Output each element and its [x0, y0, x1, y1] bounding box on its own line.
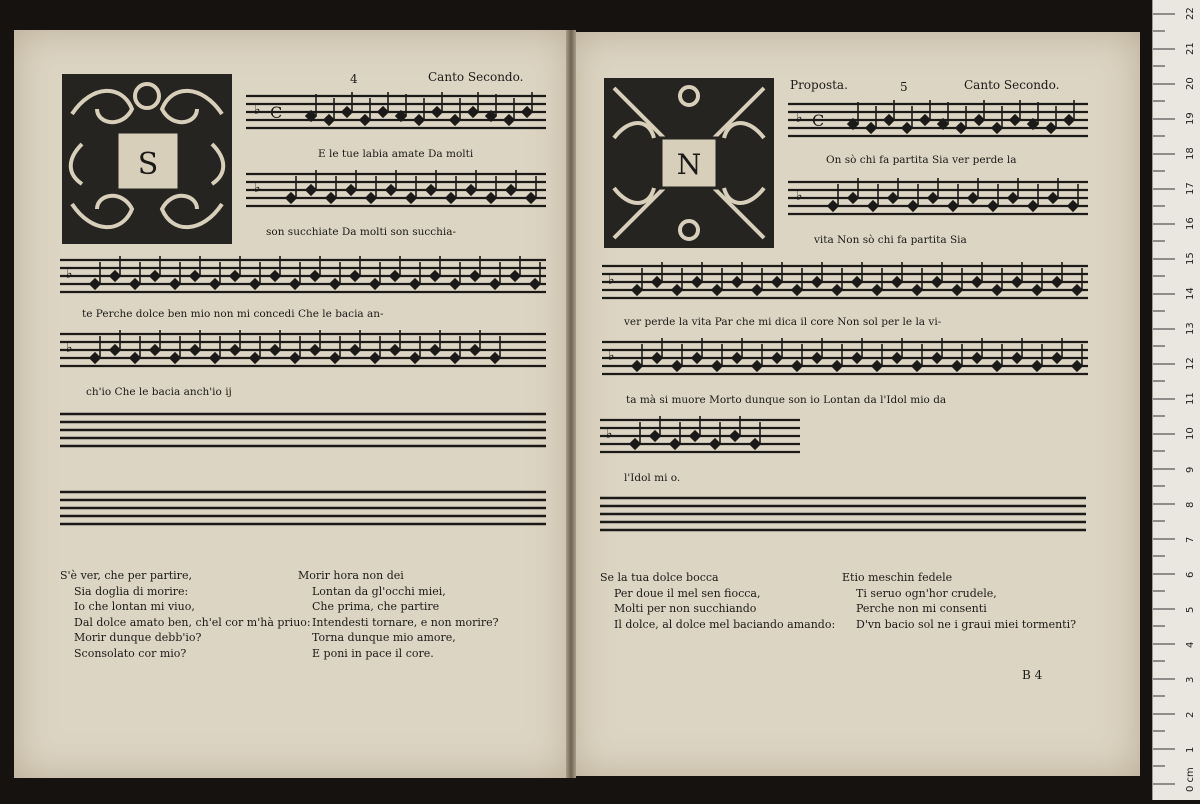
left-running-head: Canto Secondo.: [428, 70, 524, 84]
lyric-line: vita Non sò chi fa partita Sia: [814, 234, 967, 246]
lyric-line: ch'io Che le bacia anch'io ij: [86, 386, 232, 398]
music-staff: [60, 256, 546, 302]
svg-text:♭: ♭: [66, 340, 73, 356]
verse-line: Lontan da gl'occhi miei,: [312, 584, 446, 598]
svg-text:♭: ♭: [254, 180, 261, 196]
verse-column-2: [842, 570, 1076, 632]
empty-staff: [60, 488, 546, 532]
empty-staff: [60, 410, 546, 454]
verse-line: Ti seruo ogn'hor crudele,: [856, 586, 997, 600]
ornament-initial-s-icon: [62, 74, 232, 244]
ruler-label: 9: [1185, 466, 1196, 473]
lyric-line: ta mà si muore Morto dunque son io Lontan da l'Idol mio da: [626, 394, 947, 406]
music-staff: [788, 100, 1088, 144]
ruler-label: 7: [1185, 536, 1196, 543]
verse-line: Sconsolato cor mio?: [74, 646, 187, 660]
verse-line: Dal dolce amato ben, ch'el cor m'hà priuo:: [74, 615, 311, 629]
music-staff: [246, 170, 546, 214]
lyric-line: ver perde la vita Par che mi dica il core Non sol per le la vi-: [624, 316, 942, 328]
svg-text:♭: ♭: [608, 272, 615, 288]
right-title: Proposta.: [790, 78, 848, 92]
signature-mark: B 4: [1022, 668, 1043, 682]
ruler-label: 11: [1185, 392, 1196, 405]
ruler-label: 4: [1185, 641, 1196, 648]
lyric-line: son succhiate Da molti son succhia-: [266, 226, 457, 238]
book-gutter: [566, 30, 576, 778]
ruler-label: 16: [1185, 217, 1196, 230]
lyric-line: te Perche dolce ben mio non mi concedi Che le bacia an-: [82, 308, 384, 320]
verse-line: Morir dunque debb'io?: [74, 631, 202, 645]
verse-column-1: [60, 568, 311, 662]
verse-line: E poni in pace il core.: [312, 646, 434, 660]
ruler-label: 22: [1185, 7, 1196, 20]
music-staff: [788, 178, 1088, 222]
ruler-label: 3: [1185, 676, 1196, 683]
ruler-label: 18: [1185, 147, 1196, 160]
svg-text:♭: ♭: [606, 426, 613, 442]
svg-text:♭: ♭: [254, 102, 261, 118]
measuring-ruler: [1152, 0, 1200, 800]
verse-line: Per doue il mel sen fiocca,: [614, 586, 761, 600]
verse-column-2: [298, 568, 499, 662]
verse-line: S'è ver, che per partire,: [60, 569, 192, 582]
music-staff: [246, 92, 546, 136]
empty-staff: [600, 494, 1086, 538]
verse-line: Torna dunque mio amore,: [312, 631, 456, 645]
verse-line: Molti per non succhiando: [614, 602, 757, 616]
verse-line: Se la tua dolce bocca: [600, 571, 719, 584]
ruler-label: 10: [1185, 427, 1196, 440]
ruler-label: 21: [1185, 42, 1196, 55]
ruler-unit-label: 0 cm: [1185, 767, 1196, 792]
ruler-ticks: [1153, 0, 1200, 800]
lyric-line: E le tue labia amate Da molti: [318, 148, 474, 160]
ruler-label: 17: [1185, 182, 1196, 195]
music-staff: [60, 330, 546, 376]
verse-column-1: [600, 570, 835, 632]
music-staff: [602, 338, 1088, 384]
ruler-label: 6: [1185, 571, 1196, 578]
ruler-label: 19: [1185, 112, 1196, 125]
ruler-label: 1: [1185, 746, 1196, 753]
lyric-line: l'Idol mi o.: [624, 472, 681, 484]
ruler-label: 8: [1185, 501, 1196, 508]
verse-line: Io che lontan mi viuo,: [74, 600, 195, 614]
ruler-label: 2: [1185, 711, 1196, 718]
svg-text:♭: ♭: [796, 110, 803, 126]
music-staff: [602, 262, 1088, 308]
initial-letter-n: N: [676, 148, 702, 181]
ruler-label: 13: [1185, 322, 1196, 335]
lyric-line: On sò chi fa partita Sia ver perde la: [826, 154, 1017, 166]
right-page-number: 5: [900, 80, 908, 94]
svg-text:♭: ♭: [796, 188, 803, 204]
verse-line: Morir hora non dei: [298, 569, 404, 582]
ruler-label: 20: [1185, 77, 1196, 90]
initial-letter-s: S: [137, 147, 159, 182]
svg-text:C: C: [812, 111, 825, 130]
svg-text:♭: ♭: [608, 348, 615, 364]
verse-line: Etio meschin fedele: [842, 571, 953, 584]
music-staff: [600, 416, 800, 462]
svg-text:♭: ♭: [66, 266, 73, 282]
ornament-initial-n-icon: [604, 78, 774, 248]
svg-text:C: C: [270, 103, 283, 122]
verse-line: Intendesti tornare, e non morire?: [312, 615, 499, 629]
ruler-label: 15: [1185, 252, 1196, 265]
verse-line: Il dolce, al dolce mel baciando amando:: [614, 617, 836, 631]
ruler-label: 5: [1185, 606, 1196, 613]
ruler-label: 14: [1185, 287, 1196, 300]
verse-line: Che prima, che partire: [312, 600, 440, 614]
ruler-label: 12: [1185, 357, 1196, 370]
verse-line: Perche non mi consenti: [856, 602, 987, 616]
left-page-number: 4: [350, 72, 358, 86]
right-running-head: Canto Secondo.: [964, 78, 1060, 92]
verse-line: D'vn bacio sol ne i graui miei tormenti?: [856, 617, 1077, 631]
verse-line: Sia doglia di morire:: [74, 584, 189, 598]
